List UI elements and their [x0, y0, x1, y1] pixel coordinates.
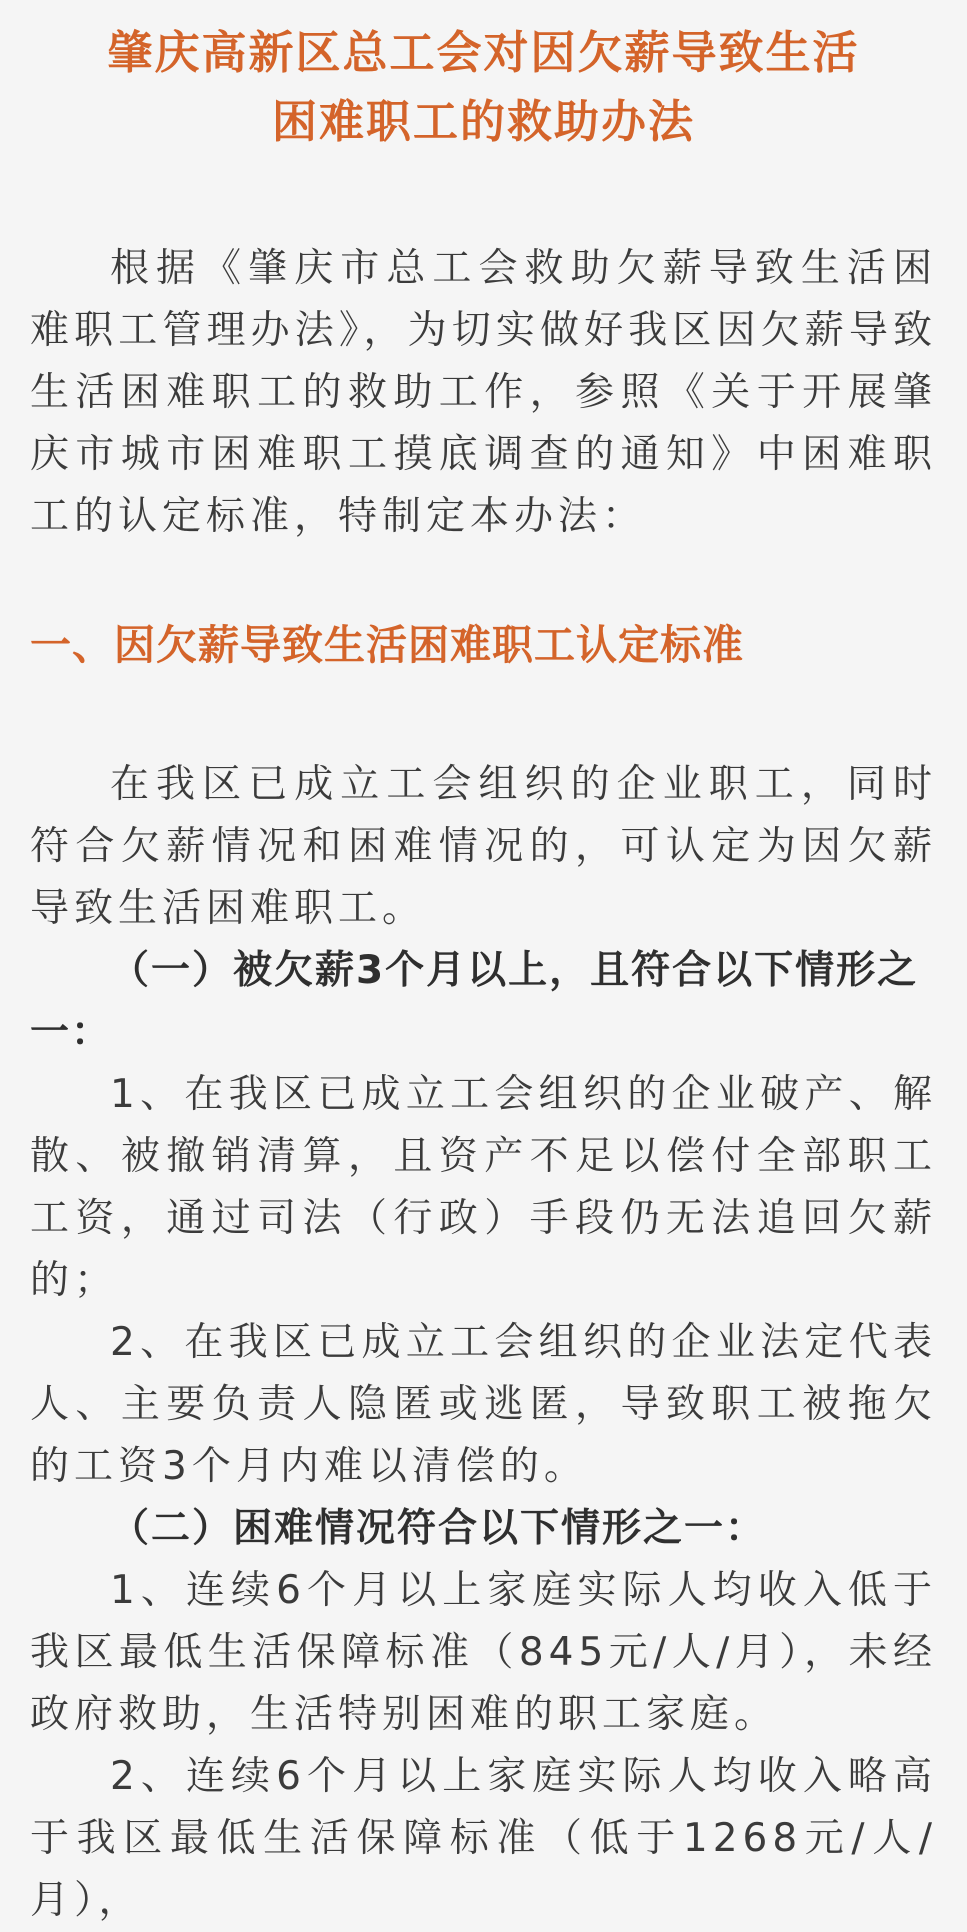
title-line-1: 肇庆高新区总工会对因欠薪导致生活	[107, 26, 860, 79]
sub-heading-1: （一）被欠薪3个月以上，且符合以下情形之一：	[30, 948, 919, 1055]
list-item: 2、连续6个月以上家庭实际人均收入略高于我区最低生活保障标准（低于1268元/人/月），	[30, 1754, 937, 1923]
list-item: 2、在我区已成立工会组织的企业法定代表人、主要负责人隐匿或逃匿，导致职工被拖欠的工资3个月内难以清偿的。	[30, 1320, 937, 1489]
document-title	[30, 18, 937, 156]
section-heading-1: 一、因欠薪导致生活困难职工认定标准	[30, 621, 744, 669]
intro-paragraph: 根据《肇庆市总工会救助欠薪导致生活困难职工管理办法》，为切实做好我区因欠薪导致生活困难职工的救助工作，参照《关于开展肇庆市城市困难职工摸底调查的通知》中困难职工的认定标准，特制定本办法：	[30, 246, 937, 539]
sub-heading-2: （二）困难情况符合以下情形之一：	[110, 1506, 767, 1551]
title-line-2: 困难职工的救助办法	[271, 95, 695, 148]
list-item: 1、在我区已成立工会组织的企业破产、解散、被撤销清算，且资产不足以偿付全部职工工资，通过司法（行政）手段仍无法追回欠薪的；	[30, 1072, 937, 1303]
section-1-paragraph: 在我区已成立工会组织的企业职工，同时符合欠薪情况和困难情况的，可认定为因欠薪导致生活困难职工。	[30, 762, 937, 931]
list-item: 1、连续6个月以上家庭实际人均收入低于我区最低生活保障标准（845元/人/月），未经政府救助，生活特别困难的职工家庭。	[30, 1568, 938, 1737]
